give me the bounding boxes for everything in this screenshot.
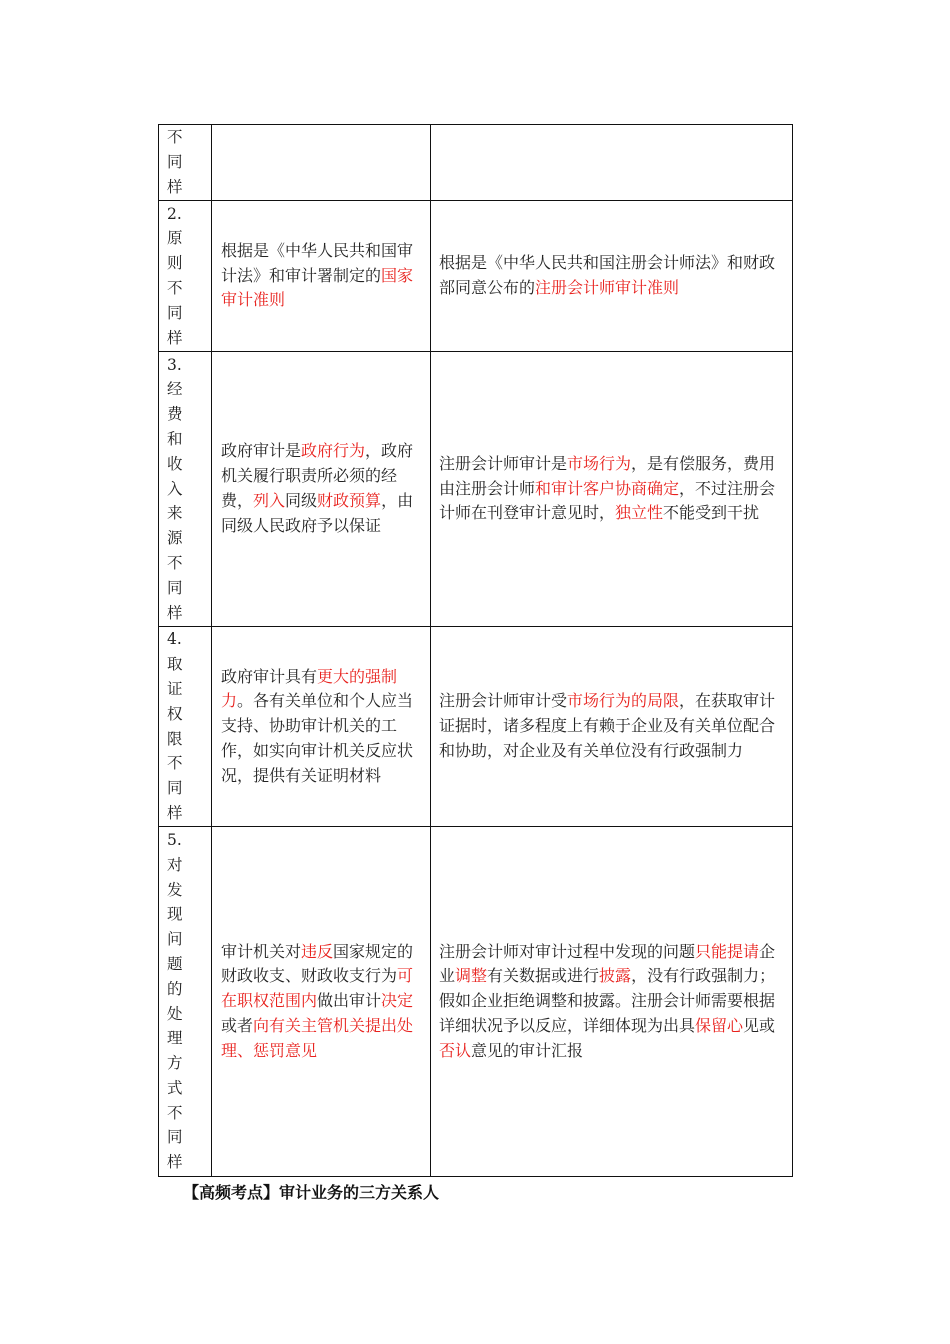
- highlighted-text: 列入: [253, 491, 286, 510]
- table-row: [159, 827, 793, 1177]
- table-row: [159, 201, 793, 352]
- government-audit-cell-text: [212, 940, 430, 1064]
- table-row: [159, 352, 793, 627]
- text-segment: ，是有偿服务，费用由注册会计师: [439, 453, 776, 498]
- text-segment: 注册会计师审计受: [439, 691, 568, 711]
- highlighted-text: 调整: [455, 966, 488, 986]
- row-label-cell: [159, 627, 212, 827]
- text-segment: ，不过注册会计师在刊登审计意见时，: [439, 478, 776, 523]
- highlighted-text: 向有关主管机关提出处理、惩罚意见: [221, 1015, 414, 1060]
- government-audit-cell: [212, 201, 431, 352]
- highlighted-text: 违反: [301, 941, 334, 961]
- row-label: 2.原则不同样: [167, 204, 183, 347]
- row-label: 不同样: [167, 128, 183, 196]
- text-segment: 意见的审计汇报: [471, 1040, 584, 1060]
- text-segment: ，由同级人民政府予以保证: [221, 491, 414, 535]
- government-audit-cell-text: [212, 239, 430, 313]
- text-segment: 国家规定的财政收支、财政收支行为: [221, 941, 414, 986]
- text-segment: ，政府机关履行职责所必须的经费，: [221, 441, 414, 510]
- text-segment: 审计机关对: [221, 941, 302, 961]
- row-label-cell: [159, 827, 212, 1177]
- cpa-audit-cell: [431, 201, 793, 352]
- text-segment: ，在获取审计证据时，诸多程度上有赖于企业及有关单位配合和协助，对企业及有关单位没有行政强制力: [439, 691, 776, 760]
- text-segment: 根据是《中华人民共和国注册会计师法》和财政部同意公布的: [439, 253, 776, 297]
- text-segment: 有关数据或进行: [487, 966, 600, 986]
- text-segment: 不能受到干扰: [663, 503, 760, 523]
- table-row: [159, 627, 793, 827]
- text-segment: 或者: [221, 1015, 254, 1035]
- highlighted-text: 只能提请: [695, 941, 760, 961]
- text-segment: 注册会计师审计是: [439, 453, 568, 473]
- government-audit-cell-text: [212, 665, 430, 789]
- text-segment: 见或: [743, 1015, 776, 1035]
- highlighted-text: 注册会计师审计准则: [535, 278, 680, 297]
- row-label-cell: [159, 125, 212, 201]
- highlighted-text: 市场行为: [567, 453, 632, 473]
- text-segment: 政府审计具有: [221, 666, 318, 686]
- row-label: 3.经费和收入来源不同样: [167, 355, 183, 622]
- text-segment: 同级: [285, 491, 318, 510]
- highlighted-text: 独立性: [615, 503, 664, 523]
- cpa-audit-cell: [431, 827, 793, 1177]
- highlighted-text: 财政预算: [317, 491, 382, 510]
- row-label: 4.取证权限不同样: [167, 630, 183, 822]
- comparison-table: [158, 124, 793, 1177]
- section-heading: 【高频考点】审计业务的三方关系人: [183, 1183, 440, 1202]
- cpa-audit-cell-text: [431, 452, 792, 526]
- cpa-audit-cell-text: [431, 689, 792, 763]
- highlighted-text: 否认: [439, 1040, 472, 1060]
- comparison-table-body: [159, 125, 793, 1177]
- cpa-audit-cell: [431, 125, 793, 201]
- highlighted-text: 更大的强制力: [221, 666, 398, 711]
- row-label: 5.对发现问题的处理方式不同样: [167, 830, 183, 1172]
- cpa-audit-cell-text: [431, 251, 792, 301]
- highlighted-text: 披露: [599, 966, 632, 986]
- highlighted-text: 和审计客户协商确定: [535, 478, 680, 498]
- government-audit-cell-text: [212, 439, 430, 538]
- government-audit-cell: [212, 627, 431, 827]
- text-segment: 注册会计师对审计过程中发现的问题: [439, 941, 696, 961]
- text-segment: 做出审计: [317, 991, 382, 1011]
- text-segment: 。各有关单位和个人应当支持、协助审计机关的工作，如实向审计机关反应状况，提供有关证明材料: [221, 691, 414, 785]
- table-row: [159, 125, 793, 201]
- cpa-audit-cell-text: [431, 940, 792, 1064]
- cpa-audit-cell: [431, 352, 793, 627]
- highlighted-text: 可在职权范围内: [221, 966, 414, 1011]
- highlighted-text: 决定: [381, 991, 414, 1011]
- highlighted-text: 政府行为: [301, 441, 366, 461]
- highlighted-text: 国家审计准则: [221, 265, 414, 310]
- highlighted-text: 保留心: [695, 1015, 744, 1035]
- row-label-cell: [159, 352, 212, 627]
- text-segment: 政府审计是: [221, 441, 302, 461]
- government-audit-cell: [212, 352, 431, 627]
- government-audit-cell: [212, 125, 431, 201]
- text-segment: 根据是《中华人民共和国审计法》和审计署制定的: [221, 240, 414, 285]
- government-audit-cell: [212, 827, 431, 1177]
- row-label-cell: [159, 201, 212, 352]
- text-segment: 企业: [439, 941, 776, 986]
- highlighted-text: 市场行为的局限: [567, 691, 680, 711]
- cpa-audit-cell: [431, 627, 793, 827]
- text-segment: ，没有行政强制力；假如企业拒绝调整和披露。注册会计师需要根据详细状况予以反应，详细体现为出具: [439, 966, 776, 1035]
